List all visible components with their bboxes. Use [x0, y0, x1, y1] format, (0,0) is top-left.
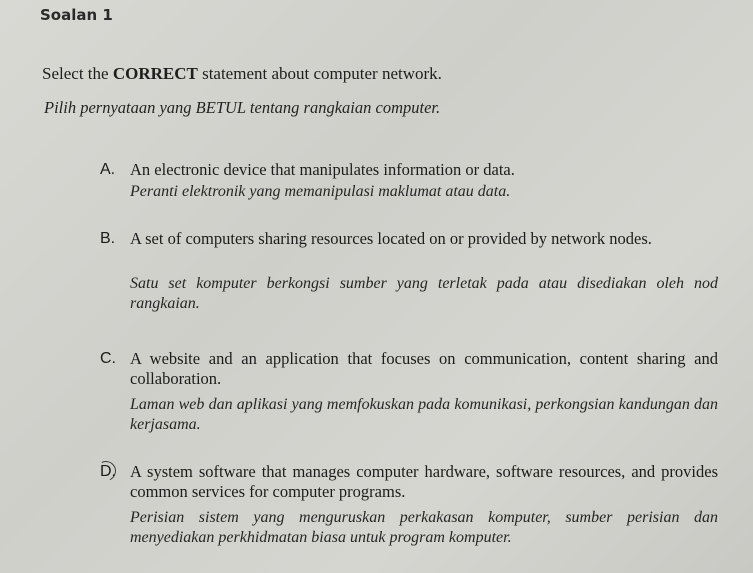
option-d-letter: D.	[100, 463, 116, 480]
option-c-letter: C.	[100, 350, 116, 367]
option-d-text-en: A system software that manages computer hardware, software resources, and provides common services for computer programs.	[130, 462, 718, 501]
question-title: Soalan 1	[40, 6, 113, 24]
option-d-text-ms: Perisian sistem yang menguruskan perkakasan komputer, sumber perisian dan menyediakan perkhidmatan biasa untuk program komputer.	[130, 509, 718, 546]
option-b-text-ms: Satu set komputer berkongsi sumber yang terletak pada atau disediakan oleh nod rangkaian.	[130, 275, 718, 312]
option-a-text-en: An electronic device that manipulates information or data.	[130, 160, 515, 179]
prompt-en-suffix: statement about computer network.	[197, 64, 442, 83]
prompt-en-bold: CORRECT	[112, 64, 198, 83]
question-prompt-en	[42, 64, 442, 84]
question-prompt-ms: Pilih pernyataan yang BETUL tentang rangkaian computer.	[44, 98, 441, 117]
option-b-letter: B.	[100, 230, 116, 247]
option-a-letter: A.	[100, 161, 116, 178]
option-b-text-en: A set of computers sharing resources located on or provided by network nodes.	[130, 229, 652, 248]
prompt-en-prefix: Select the	[42, 64, 113, 83]
option-c-text-ms: Laman web dan aplikasi yang memfokuskan pada komunikasi, perkongsian kandungan dan kerjasama.	[130, 396, 718, 433]
option-c-text-en: A website and an application that focuses on communication, content sharing and collaboration.	[130, 349, 718, 388]
option-a-text-ms: Peranti elektronik yang memanipulasi maklumat atau data.	[130, 183, 511, 200]
